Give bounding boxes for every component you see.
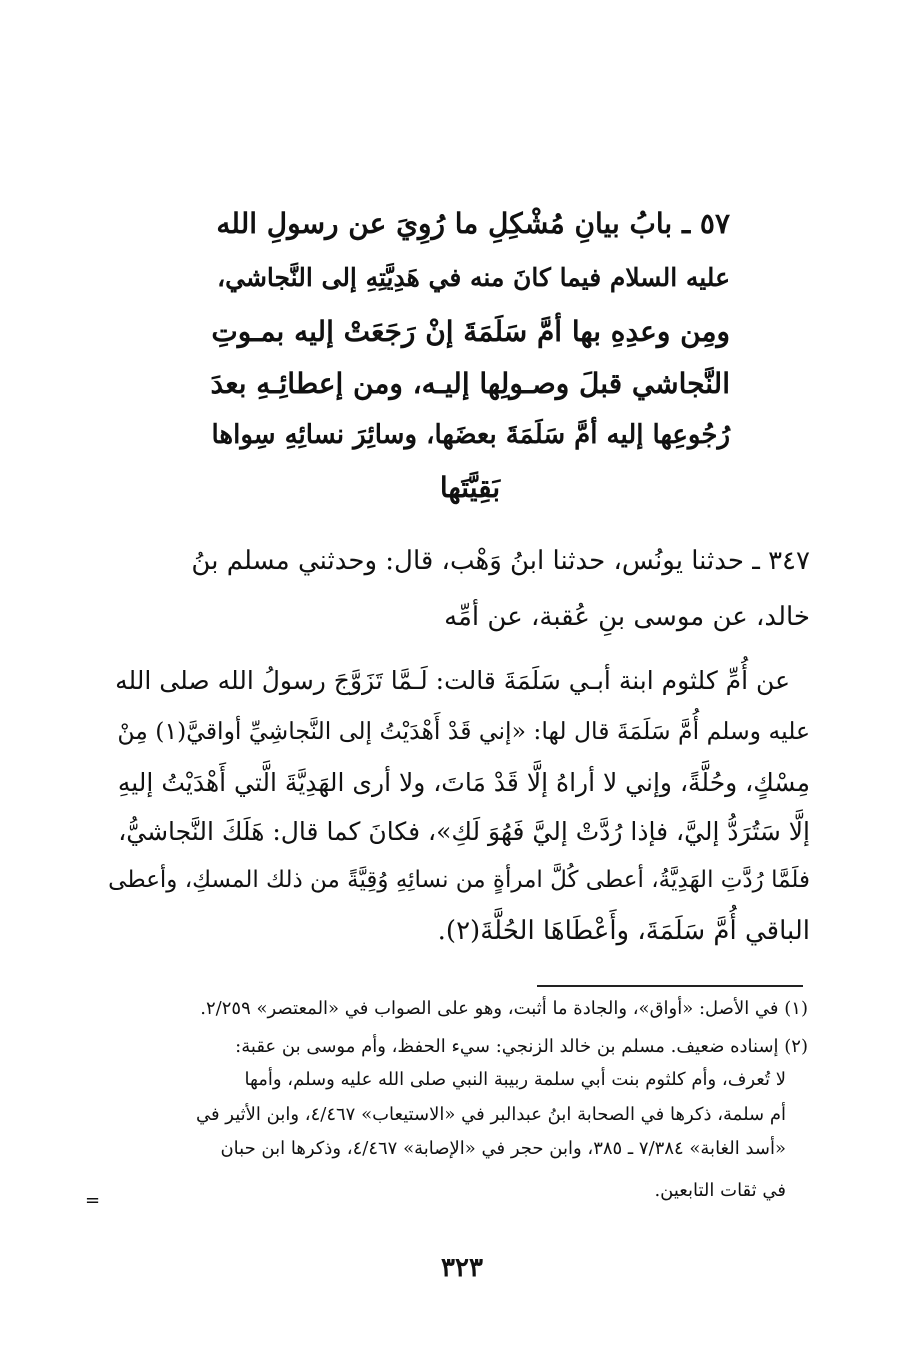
heading-line: رُجُوعِها إليه أمَّ سَلَمَةَ بعضَها، وسائِرَ نسائِهِ سِواها xyxy=(211,420,730,450)
footnote-line: في ثقات التابعين. xyxy=(654,1180,786,1201)
body-line: فلَمَّا رُدَّتِ الهَدِيَّةُ، أعطى كُلَّ امرأةٍ من نسائِهِ وُقِيَّةً من ذلك المسكِ، وأعطى xyxy=(108,867,810,893)
heading-line: ومِن وعدِهِ بها أمَّ سَلَمَةَ إنْ رَجَعَتْ إليه بمـوتِ xyxy=(211,315,730,348)
footnote-divider xyxy=(537,985,803,987)
heading-line: ٥٧ ـ بابُ بيانِ مُشْكِلِ ما رُوِيَ عن رسولِ الله xyxy=(216,207,730,240)
body-line: مِسْكٍ، وحُلَّةً، وإني لا أراهُ إلَّا قَدْ مَاتَ، ولا أرى الهَدِيَّةَ الَّتي أَهْدَيْتُ إليهِ xyxy=(117,768,810,797)
continuation-marker: = xyxy=(85,1190,101,1211)
body-line: عليه وسلم أُمَّ سَلَمَةَ قال لها: «إني قَدْ أَهْدَيْتُ إلى النَّجاشِيِّ أواقيَّ(١) مِنْ xyxy=(117,717,810,745)
footnote-line: أم سلمة، ذكرها في الصحابة ابنُ عبدالبر في «الاستيعاب» ٤/٤٦٧، وابن الأثير في xyxy=(195,1104,786,1125)
footnote-line: (١) في الأصل: «أواق»، والجادة ما أثبت، وهو على الصواب في «المعتصر» ٢/٢٥٩. xyxy=(200,998,808,1019)
body-line: خالد، عن موسى بنِ عُقبة، عن أمِّه xyxy=(444,602,810,632)
body-line: عن أُمِّ كلثوم ابنة أبـي سَلَمَةَ قالت: لَـمَّا تَزَوَّجَ رسولُ الله صلى الله xyxy=(115,666,790,695)
heading-line: عليه السلام فيما كانَ منه في هَدِيَّتِهِ إلى النَّجاشي، xyxy=(217,263,730,292)
page-number: ٣٢٣ xyxy=(441,1253,483,1283)
footnote-line: (٢) إسناده ضعيف. مسلم بن خالد الزنجي: سيء الحفظ، وأم موسى بن عقبة: xyxy=(235,1036,808,1057)
body-line: إلَّا سَتُرَدُّ إليَّ، فإذا رُدَّتْ إليَّ فَهُوَ لَكِ»، فكانَ كما قال: هَلَكَ النَّجاشيُّ، xyxy=(118,817,810,846)
footnote-line: «أسد الغابة» ٧/٣٨٤ ـ ٣٨٥، وابن حجر في «الإصابة» ٤/٤٦٧، وذكرها ابن حبان xyxy=(220,1138,786,1159)
heading-line: النَّجاشي قبلَ وصـولِها إليـه، ومن إعطائِـهِ بعدَ xyxy=(210,367,730,400)
footnote-line: لا تُعرف، وأم كلثوم بنت أبي سلمة ربيبة النبي صلى الله عليه وسلم، وأمها xyxy=(244,1069,786,1090)
heading-line: بَقِيَّتَها xyxy=(439,471,501,504)
body-line: ٣٤٧ ـ حدثنا يونُس، حدثنا ابنُ وَهْب، قال: وحدثني مسلم بنُ xyxy=(191,546,810,576)
body-line: الباقي أُمَّ سَلَمَةَ، وأَعْطَاهَا الحُلَّةَ(٢). xyxy=(437,916,810,946)
